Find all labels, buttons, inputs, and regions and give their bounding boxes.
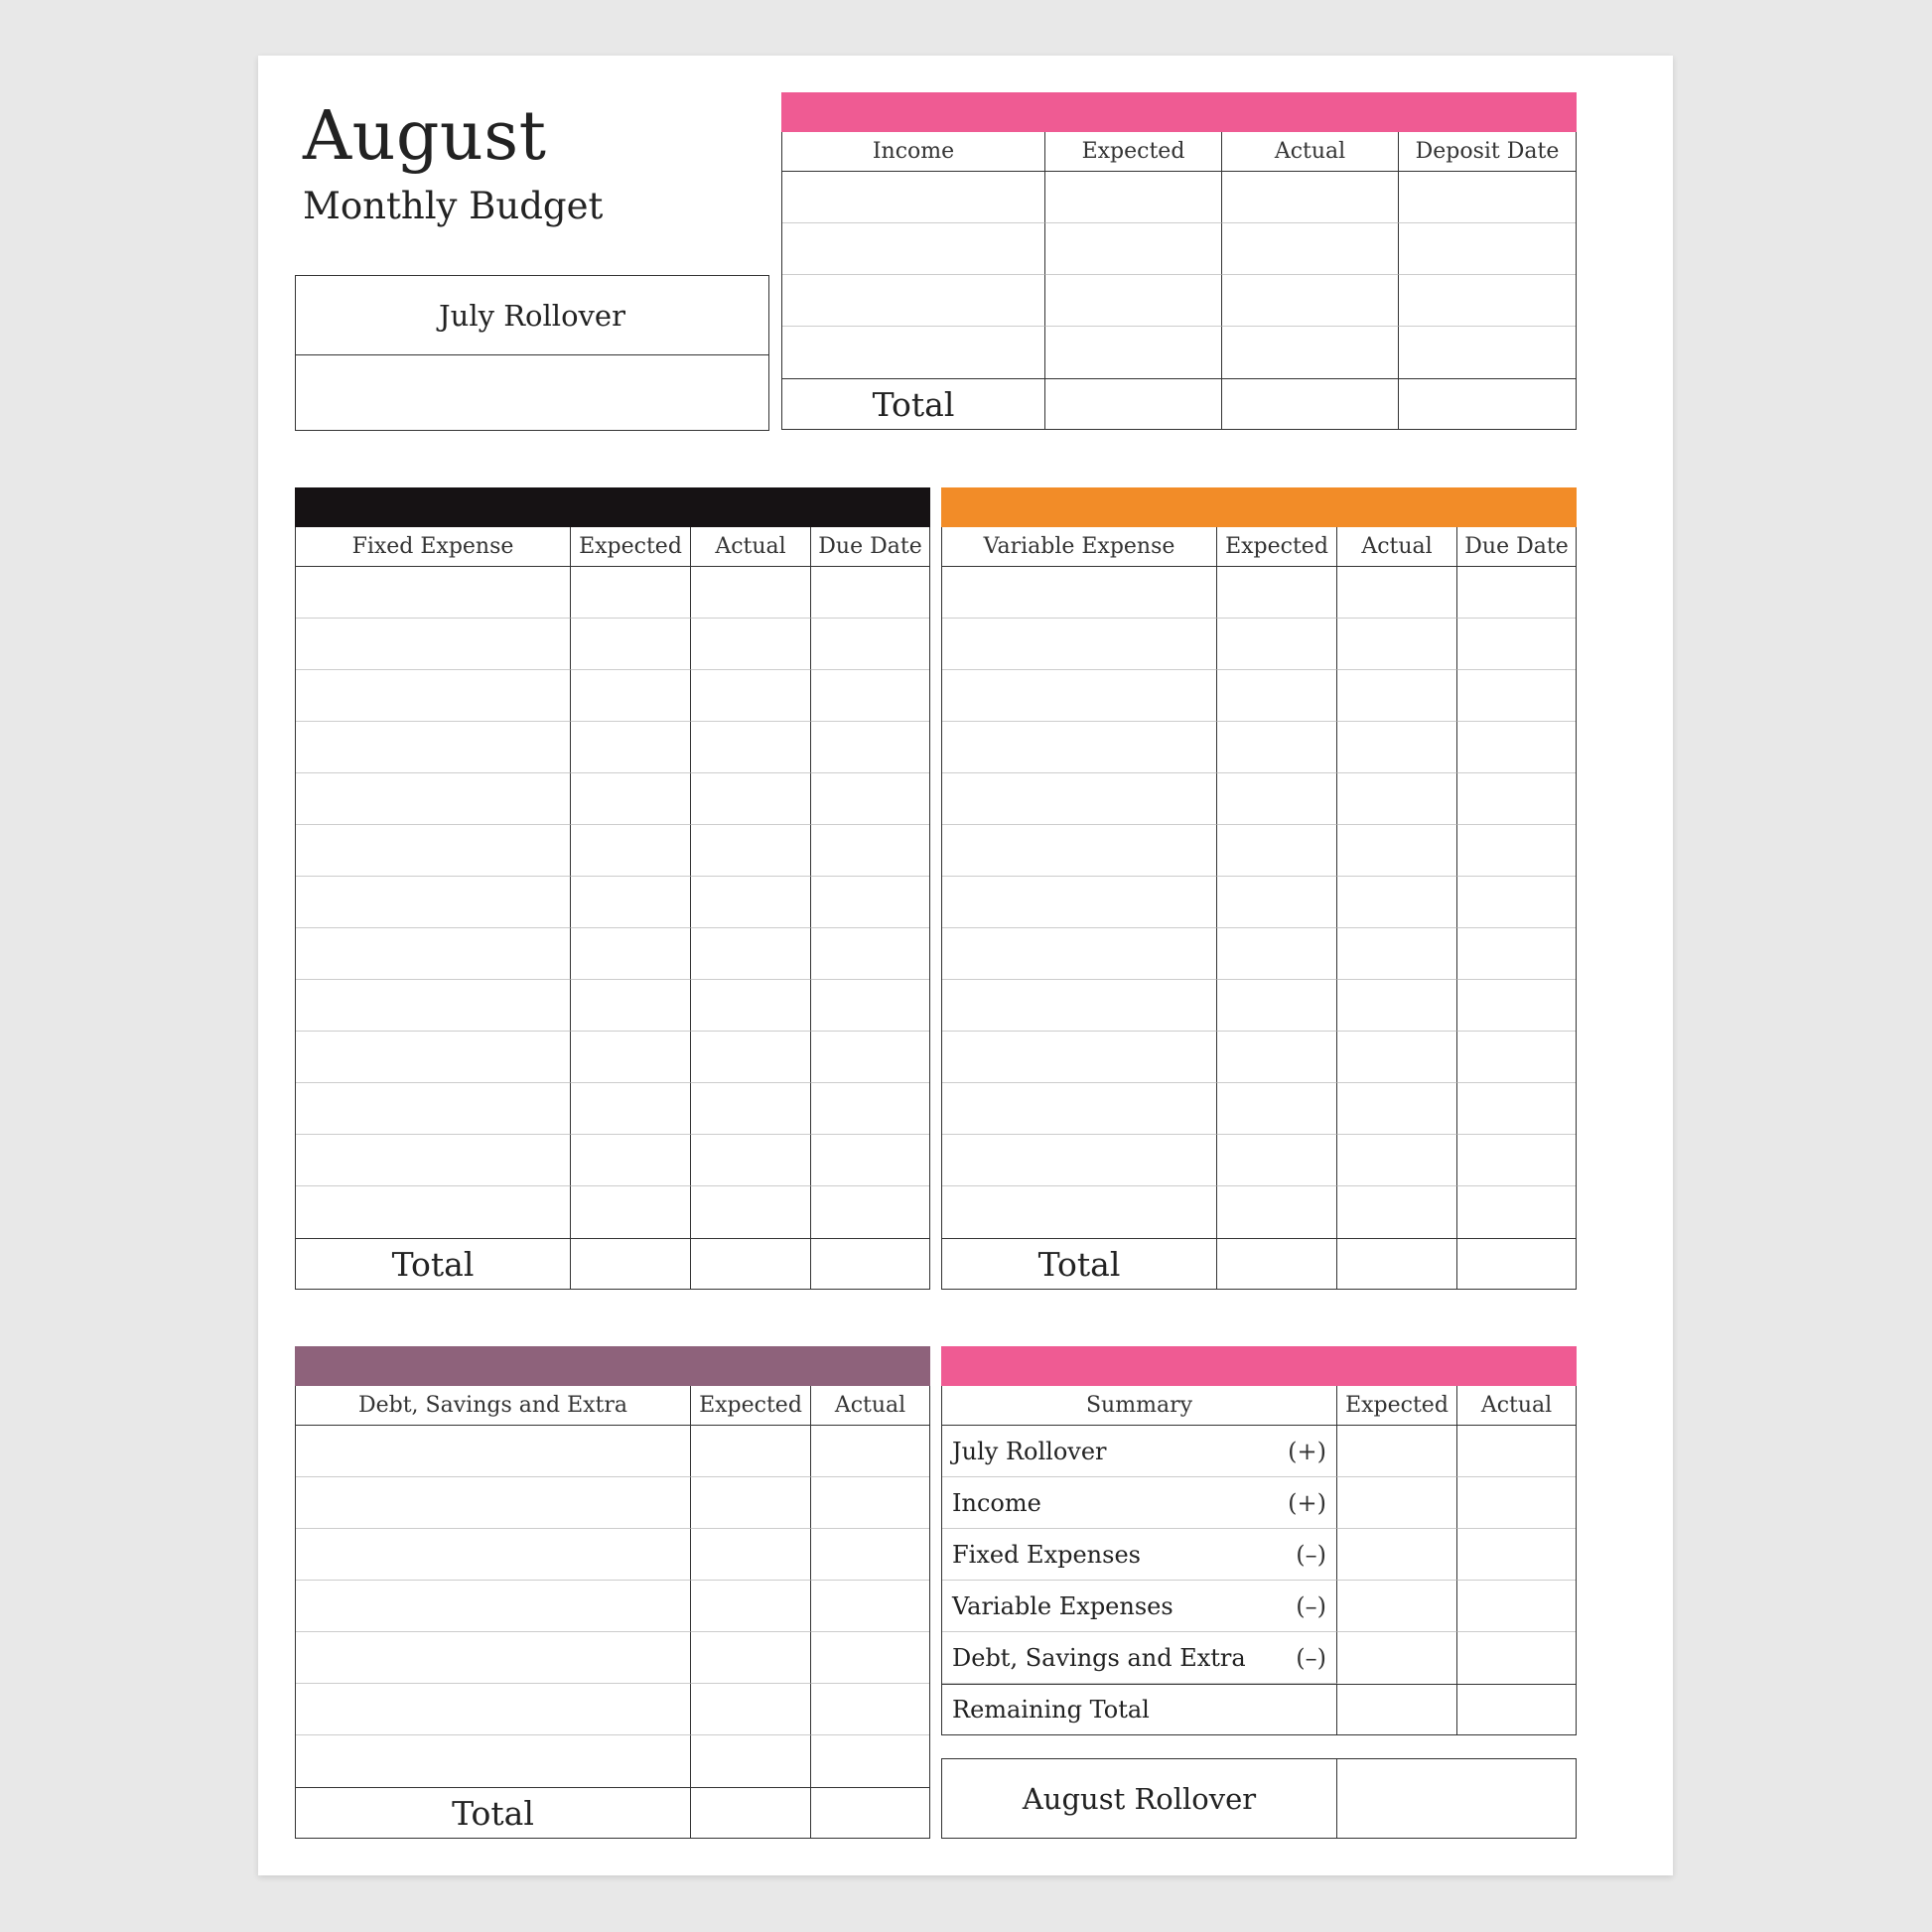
summary-item-label: Income: [952, 1488, 1041, 1517]
remaining-total-cell[interactable]: [1337, 1684, 1457, 1734]
table-cell[interactable]: [942, 1032, 1217, 1083]
july-rollover-box: [295, 275, 769, 431]
table-cell[interactable]: [571, 722, 691, 773]
table-cell[interactable]: [571, 1186, 691, 1238]
table-cell[interactable]: [296, 1135, 571, 1186]
column-header: Income: [782, 132, 1045, 172]
table-cell[interactable]: [296, 1426, 691, 1477]
table-cell[interactable]: [691, 1186, 811, 1238]
table-cell[interactable]: [296, 1684, 691, 1735]
august-rollover-label: August Rollover: [942, 1759, 1337, 1838]
table-cell[interactable]: [1337, 1032, 1457, 1083]
page-title: August: [303, 97, 547, 176]
table-cell[interactable]: [811, 619, 929, 670]
column-header: Expected: [1337, 1386, 1457, 1426]
table-cell[interactable]: [1457, 928, 1576, 980]
table-cell[interactable]: [691, 1684, 811, 1735]
table-cell[interactable]: [296, 825, 571, 877]
table-cell[interactable]: [1457, 1581, 1576, 1632]
table-cell[interactable]: [1337, 567, 1457, 619]
table-cell[interactable]: [1045, 172, 1222, 223]
table-cell[interactable]: [691, 928, 811, 980]
table-cell[interactable]: [691, 1426, 811, 1477]
table-cell[interactable]: [1399, 327, 1576, 378]
table-cell[interactable]: [782, 275, 1045, 327]
summary-row-label: [942, 1529, 1337, 1581]
table-cell[interactable]: [296, 1581, 691, 1632]
table-cell[interactable]: [811, 1581, 929, 1632]
summary-row-label: [942, 1632, 1337, 1684]
column-header: Expected: [1217, 527, 1337, 567]
table-cell[interactable]: [811, 825, 929, 877]
table-cell[interactable]: [571, 1083, 691, 1135]
table-cell[interactable]: [811, 1186, 929, 1238]
table-cell[interactable]: [571, 567, 691, 619]
table-cell[interactable]: [571, 928, 691, 980]
table-cell[interactable]: [1337, 619, 1457, 670]
table-cell[interactable]: [811, 567, 929, 619]
table-cell[interactable]: [1217, 877, 1337, 928]
table-cell[interactable]: [942, 1186, 1217, 1238]
table-cell[interactable]: [296, 1632, 691, 1684]
table-cell[interactable]: [1457, 825, 1576, 877]
table-cell[interactable]: [1457, 1529, 1576, 1581]
summary-item-label: Variable Expenses: [952, 1591, 1173, 1620]
column-header: Expected: [1045, 132, 1222, 172]
column-header: Variable Expense: [942, 527, 1217, 567]
table-cell[interactable]: [811, 1684, 929, 1735]
column-header: Actual: [1337, 527, 1457, 567]
total-label: Total: [782, 378, 1045, 429]
fixed-section: [295, 487, 930, 1290]
variable-expense-table: [941, 527, 1577, 1290]
summary-item-label: Fixed Expenses: [952, 1540, 1141, 1569]
table-cell[interactable]: [691, 980, 811, 1032]
table-cell[interactable]: [691, 619, 811, 670]
table-cell[interactable]: [1337, 1477, 1457, 1529]
table-cell[interactable]: [1045, 223, 1222, 275]
table-cell[interactable]: [811, 1032, 929, 1083]
table-cell[interactable]: [942, 928, 1217, 980]
table-cell[interactable]: [1337, 1426, 1457, 1477]
table-cell[interactable]: [942, 773, 1217, 825]
table-cell[interactable]: [1217, 1083, 1337, 1135]
table-cell[interactable]: [1457, 1083, 1576, 1135]
debt-band: [295, 1346, 930, 1386]
table-cell[interactable]: [1045, 327, 1222, 378]
table-cell[interactable]: [1217, 825, 1337, 877]
table-cell[interactable]: [1217, 928, 1337, 980]
table-cell[interactable]: [1337, 1083, 1457, 1135]
table-cell[interactable]: [691, 1735, 811, 1787]
column-header: Summary: [942, 1386, 1337, 1426]
total-cell[interactable]: [1217, 1238, 1337, 1289]
table-cell[interactable]: [1399, 223, 1576, 275]
table-cell[interactable]: [811, 1426, 929, 1477]
fixed-band: [295, 487, 930, 527]
table-cell[interactable]: [811, 773, 929, 825]
table-cell[interactable]: [1399, 275, 1576, 327]
table-cell[interactable]: [691, 877, 811, 928]
table-cell[interactable]: [296, 1477, 691, 1529]
total-cell[interactable]: [811, 1238, 929, 1289]
table-cell[interactable]: [296, 1032, 571, 1083]
total-label: Total: [942, 1238, 1217, 1289]
table-cell[interactable]: [296, 980, 571, 1032]
table-cell[interactable]: [571, 773, 691, 825]
table-cell[interactable]: [1222, 327, 1399, 378]
table-cell[interactable]: [1337, 980, 1457, 1032]
summary-item-sign: (+): [1288, 1437, 1326, 1465]
total-cell[interactable]: [571, 1238, 691, 1289]
table-cell[interactable]: [691, 1477, 811, 1529]
table-cell[interactable]: [1337, 877, 1457, 928]
column-header: Expected: [571, 527, 691, 567]
table-cell[interactable]: [296, 1083, 571, 1135]
table-cell[interactable]: [811, 1477, 929, 1529]
table-cell[interactable]: [1217, 1135, 1337, 1186]
table-cell[interactable]: [691, 1581, 811, 1632]
table-cell[interactable]: [1337, 1529, 1457, 1581]
table-cell[interactable]: [942, 670, 1217, 722]
table-cell[interactable]: [782, 327, 1045, 378]
variable-band: [941, 487, 1577, 527]
table-cell[interactable]: [1217, 773, 1337, 825]
table-cell[interactable]: [1337, 1632, 1457, 1684]
table-cell[interactable]: [1217, 670, 1337, 722]
table-cell[interactable]: [296, 619, 571, 670]
table-cell[interactable]: [296, 1735, 691, 1787]
table-cell[interactable]: [942, 1135, 1217, 1186]
column-header: Fixed Expense: [296, 527, 571, 567]
table-cell[interactable]: [942, 722, 1217, 773]
debt-section: [295, 1346, 930, 1839]
table-cell[interactable]: [571, 1135, 691, 1186]
table-cell[interactable]: [691, 1135, 811, 1186]
column-header: Due Date: [811, 527, 929, 567]
total-cell[interactable]: [691, 1787, 811, 1838]
table-cell[interactable]: [691, 722, 811, 773]
table-cell[interactable]: [296, 928, 571, 980]
table-cell[interactable]: [811, 1135, 929, 1186]
table-cell[interactable]: [1457, 1426, 1576, 1477]
table-cell[interactable]: [296, 1186, 571, 1238]
table-cell[interactable]: [1457, 1632, 1576, 1684]
table-cell[interactable]: [691, 1032, 811, 1083]
total-label: Total: [296, 1787, 691, 1838]
table-cell[interactable]: [942, 980, 1217, 1032]
table-cell[interactable]: [1217, 619, 1337, 670]
total-cell[interactable]: [1457, 1238, 1576, 1289]
column-header: Actual: [691, 527, 811, 567]
august-rollover-box: [941, 1758, 1577, 1839]
table-cell[interactable]: [1337, 1581, 1457, 1632]
table-cell[interactable]: [691, 1529, 811, 1581]
column-header: Deposit Date: [1399, 132, 1576, 172]
table-cell[interactable]: [782, 223, 1045, 275]
total-cell[interactable]: [811, 1787, 929, 1838]
table-cell[interactable]: [1457, 877, 1576, 928]
table-cell[interactable]: [296, 773, 571, 825]
total-label: Total: [296, 1238, 571, 1289]
table-cell[interactable]: [1217, 722, 1337, 773]
table-cell[interactable]: [811, 1529, 929, 1581]
page-subtitle: Monthly Budget: [303, 185, 604, 227]
table-cell[interactable]: [691, 1083, 811, 1135]
table-cell[interactable]: [1217, 980, 1337, 1032]
summary-band: [941, 1346, 1577, 1386]
summary-item-sign: (–): [1296, 1643, 1326, 1672]
table-cell[interactable]: [1457, 773, 1576, 825]
table-cell[interactable]: [1399, 172, 1576, 223]
summary-row-label: [942, 1581, 1337, 1632]
table-cell[interactable]: [942, 825, 1217, 877]
table-cell[interactable]: [942, 877, 1217, 928]
summary-row-label: [942, 1426, 1337, 1477]
table-cell[interactable]: [811, 1632, 929, 1684]
variable-section: [941, 487, 1577, 1290]
debt-savings-table: [295, 1386, 930, 1839]
table-cell[interactable]: [782, 172, 1045, 223]
table-cell[interactable]: [1217, 1186, 1337, 1238]
table-cell[interactable]: [1457, 1477, 1576, 1529]
summary-row-label: [942, 1477, 1337, 1529]
table-cell[interactable]: [811, 670, 929, 722]
summary-item-sign: (–): [1296, 1591, 1326, 1620]
table-cell[interactable]: [1222, 223, 1399, 275]
column-header: Actual: [1457, 1386, 1576, 1426]
table-cell[interactable]: [1457, 1032, 1576, 1083]
total-cell[interactable]: [691, 1238, 811, 1289]
table-cell[interactable]: [811, 1083, 929, 1135]
total-cell[interactable]: [1399, 378, 1576, 429]
table-cell[interactable]: [1337, 928, 1457, 980]
table-cell[interactable]: [1337, 1135, 1457, 1186]
table-cell[interactable]: [691, 670, 811, 722]
july-rollover-label: July Rollover: [296, 276, 768, 355]
fixed-expense-table: [295, 527, 930, 1290]
table-cell[interactable]: [691, 773, 811, 825]
table-cell[interactable]: [1337, 722, 1457, 773]
table-cell[interactable]: [1337, 773, 1457, 825]
total-cell[interactable]: [1222, 378, 1399, 429]
column-header: Due Date: [1457, 527, 1576, 567]
table-cell[interactable]: [1457, 980, 1576, 1032]
table-cell[interactable]: [296, 1529, 691, 1581]
table-cell[interactable]: [691, 1632, 811, 1684]
table-cell[interactable]: [1457, 670, 1576, 722]
table-cell[interactable]: [1222, 275, 1399, 327]
table-cell[interactable]: [1457, 1186, 1576, 1238]
income-band: [781, 92, 1577, 132]
table-cell[interactable]: [1222, 172, 1399, 223]
july-rollover-value[interactable]: [296, 355, 768, 429]
table-cell[interactable]: [1457, 619, 1576, 670]
table-cell[interactable]: [571, 670, 691, 722]
column-header: Actual: [811, 1386, 929, 1426]
summary-item-label: Debt, Savings and Extra: [952, 1643, 1246, 1672]
table-cell[interactable]: [1045, 275, 1222, 327]
table-cell[interactable]: [811, 928, 929, 980]
table-cell[interactable]: [571, 619, 691, 670]
table-cell[interactable]: [296, 670, 571, 722]
table-cell[interactable]: [1217, 1032, 1337, 1083]
summary-item-label: July Rollover: [952, 1437, 1107, 1465]
summary-item-sign: (+): [1288, 1488, 1326, 1517]
august-rollover-value[interactable]: [1337, 1759, 1576, 1838]
total-cell[interactable]: [1337, 1238, 1457, 1289]
table-cell[interactable]: [571, 980, 691, 1032]
table-cell[interactable]: [691, 567, 811, 619]
income-table: [781, 132, 1577, 430]
table-cell[interactable]: [296, 877, 571, 928]
summary-section: [941, 1346, 1577, 1735]
remaining-total-cell[interactable]: [1457, 1684, 1576, 1734]
table-cell[interactable]: [296, 722, 571, 773]
table-cell[interactable]: [691, 825, 811, 877]
column-header: Actual: [1222, 132, 1399, 172]
table-cell[interactable]: [1457, 722, 1576, 773]
table-cell[interactable]: [942, 1083, 1217, 1135]
table-cell[interactable]: [942, 619, 1217, 670]
summary-table: [941, 1386, 1577, 1735]
table-cell[interactable]: [296, 567, 571, 619]
table-cell[interactable]: [571, 877, 691, 928]
column-header: Expected: [691, 1386, 811, 1426]
table-cell[interactable]: [1217, 567, 1337, 619]
table-cell[interactable]: [571, 1032, 691, 1083]
table-cell[interactable]: [942, 567, 1217, 619]
table-cell[interactable]: [1337, 1186, 1457, 1238]
table-cell[interactable]: [811, 722, 929, 773]
table-cell[interactable]: [811, 980, 929, 1032]
table-cell[interactable]: [571, 825, 691, 877]
table-cell[interactable]: [1337, 825, 1457, 877]
total-cell[interactable]: [1045, 378, 1222, 429]
table-cell[interactable]: [811, 877, 929, 928]
table-cell[interactable]: [811, 1735, 929, 1787]
income-section: [781, 92, 1577, 430]
column-header: Debt, Savings and Extra: [296, 1386, 691, 1426]
table-cell[interactable]: [1457, 567, 1576, 619]
summary-item-sign: (–): [1296, 1540, 1326, 1569]
table-cell[interactable]: [1337, 670, 1457, 722]
remaining-total-label: Remaining Total: [942, 1684, 1337, 1734]
table-cell[interactable]: [1457, 1135, 1576, 1186]
